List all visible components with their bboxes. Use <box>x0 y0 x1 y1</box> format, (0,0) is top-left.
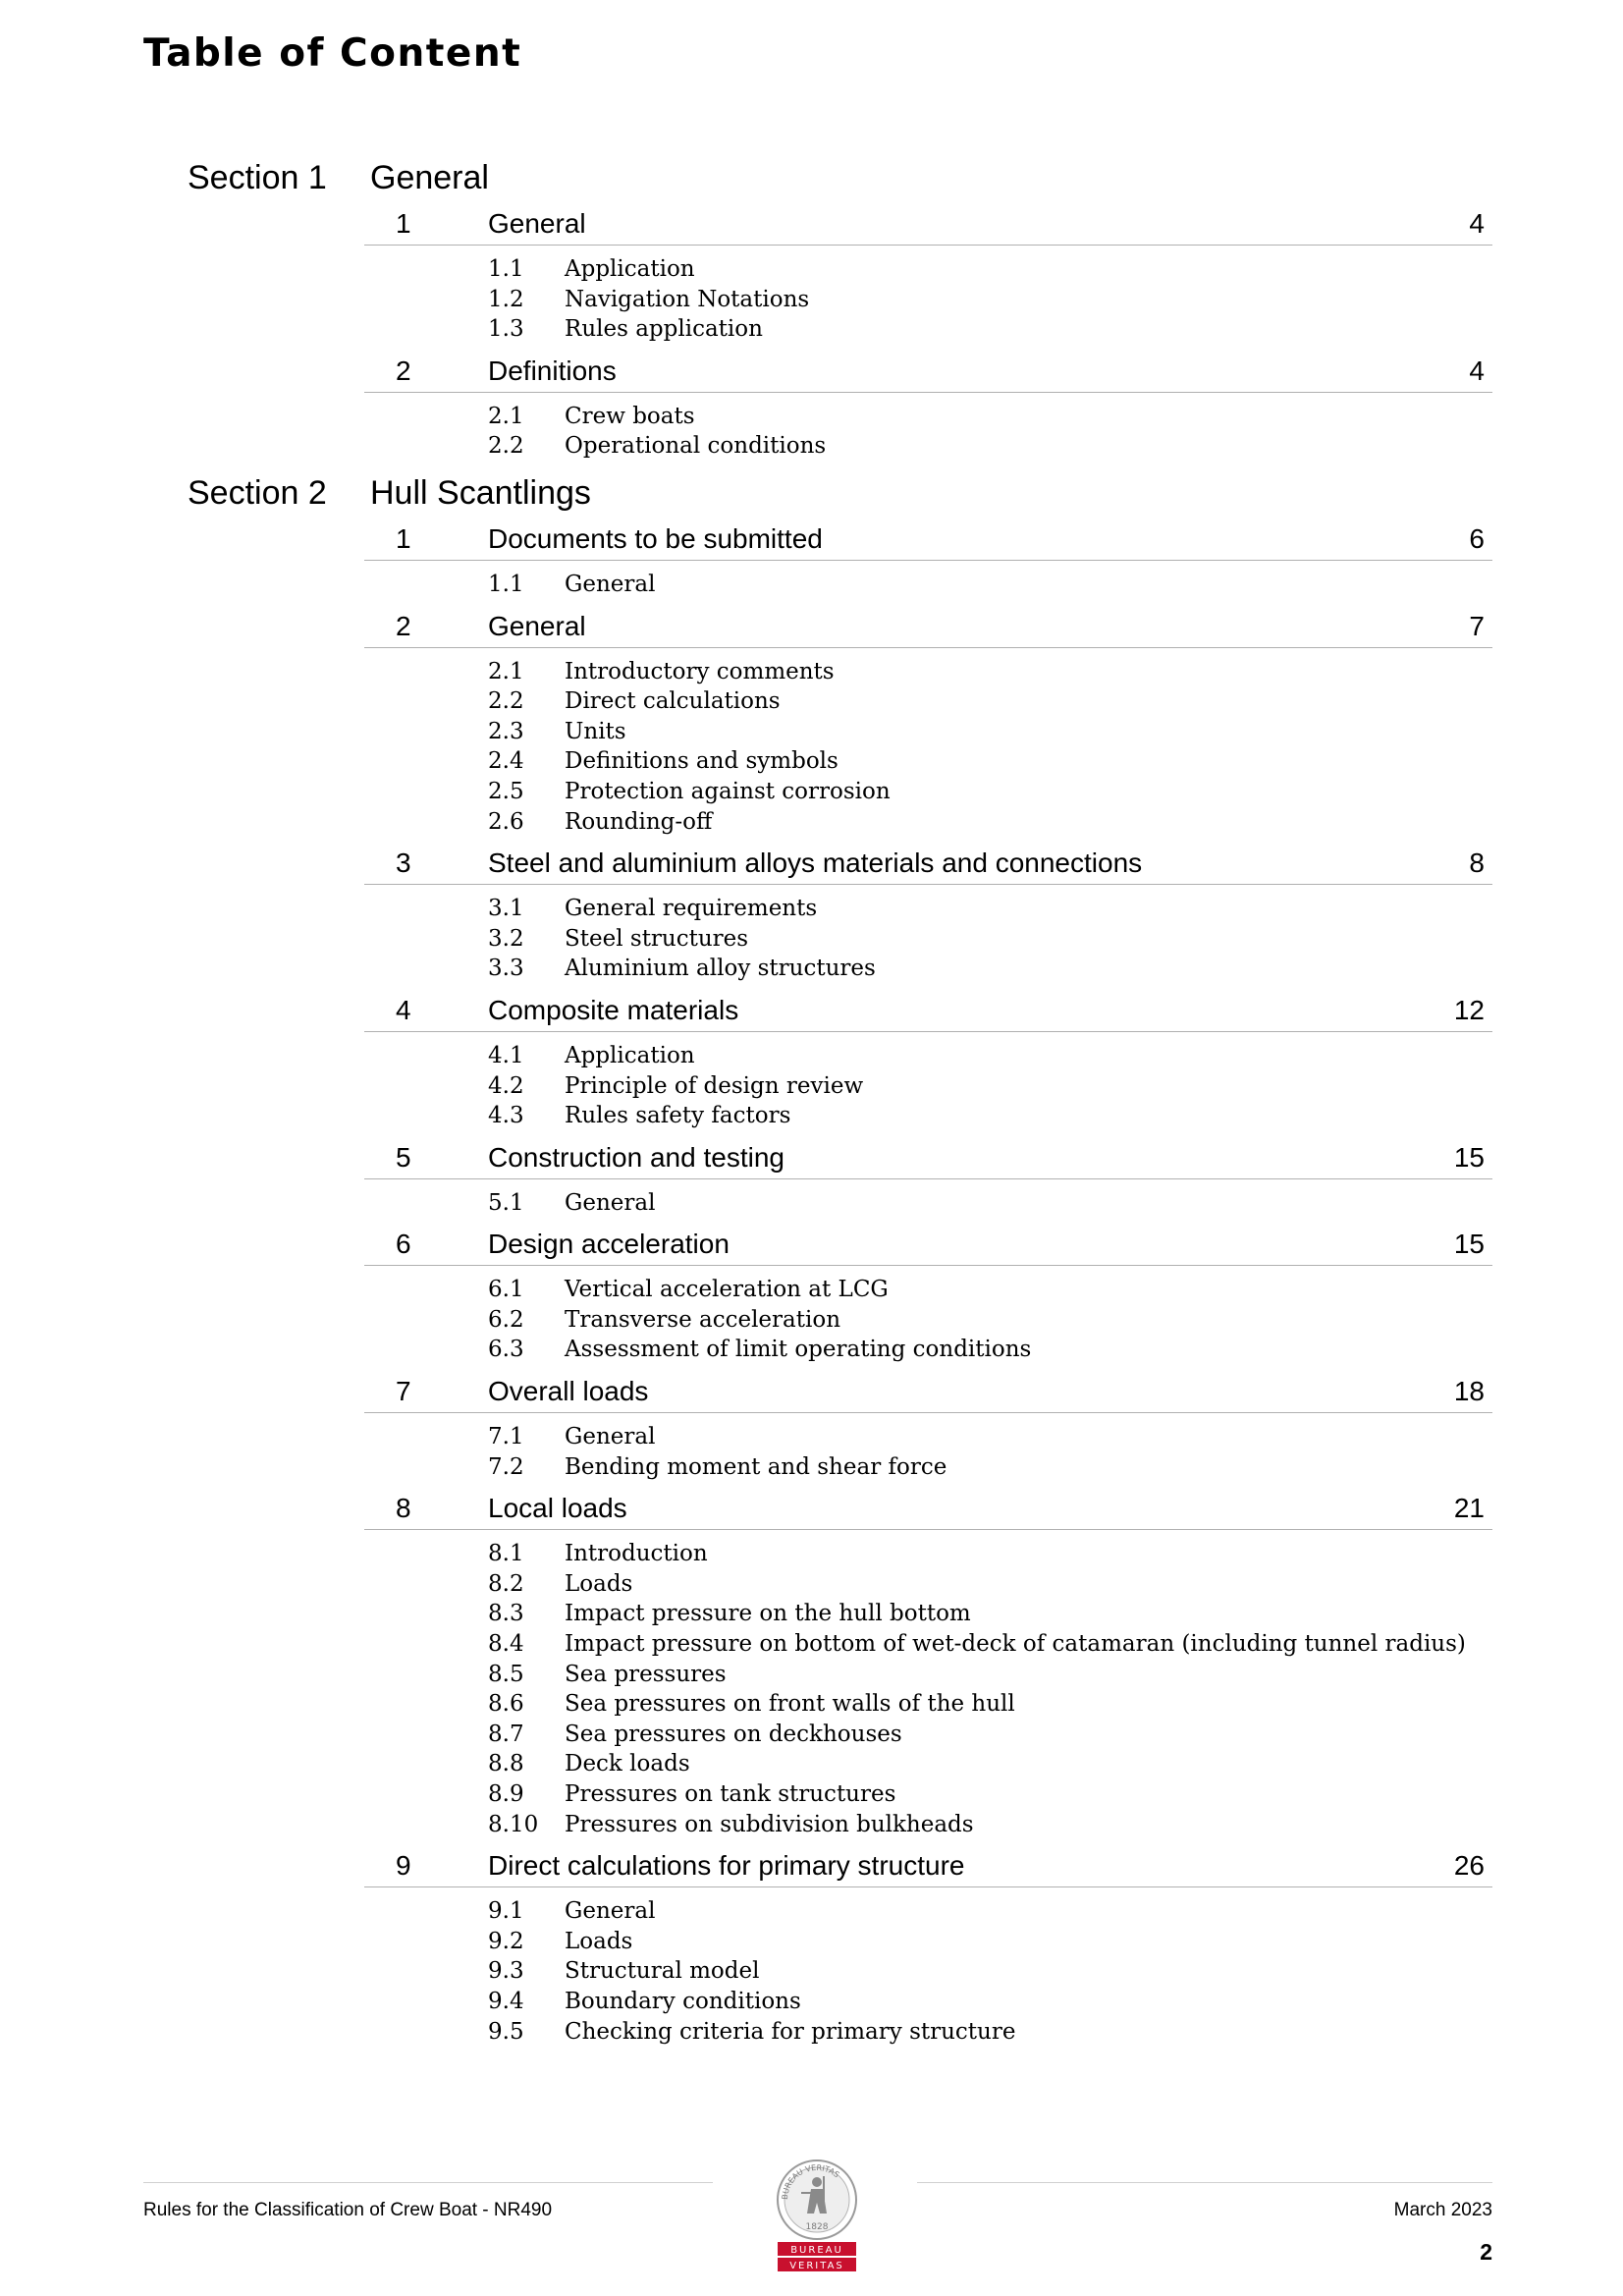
subsection-title: Aluminium alloy structures <box>565 956 876 982</box>
subsection-item <box>488 746 1623 777</box>
subsection-item <box>488 1275 1623 1305</box>
logo-word-veritas: VERITAS <box>789 2261 844 2271</box>
subsection-number: 2.2 <box>488 688 524 715</box>
subsection-title: Impact pressure on the hull bottom <box>565 1601 971 1627</box>
subsection-title: General <box>565 1424 656 1450</box>
chapter-number: 1 <box>396 208 411 239</box>
subsection-number: 4.3 <box>488 1103 524 1129</box>
subsection-list <box>488 1413 1623 1485</box>
subsection-title: Deck loads <box>565 1751 690 1777</box>
subsection-number: 1.1 <box>488 256 524 282</box>
subsection-number: 3.2 <box>488 925 524 952</box>
subsection-item <box>488 1779 1623 1810</box>
subsection-number: 8.1 <box>488 1541 524 1567</box>
subsection-item <box>488 431 1623 462</box>
subsection-item <box>488 1041 1623 1071</box>
subsection-number: 5.1 <box>488 1189 524 1216</box>
subsection-number: 1.1 <box>488 571 524 597</box>
subsection-item <box>488 924 1623 955</box>
subsection-item <box>488 1956 1623 1987</box>
chapter-number: 7 <box>396 1376 411 1407</box>
subsection-number: 2.1 <box>488 658 524 684</box>
subsection-item <box>488 1539 1623 1569</box>
subsection-item <box>488 894 1623 924</box>
chapter-title: General <box>488 610 586 641</box>
subsection-number: 8.7 <box>488 1721 524 1747</box>
subsection-number: 8.10 <box>488 1811 539 1837</box>
subsection-item <box>488 717 1623 747</box>
subsection-item <box>488 1896 1623 1927</box>
chapter-row <box>364 516 1492 561</box>
chapter-title: Construction and testing <box>488 1141 784 1173</box>
chapter-page-number: 4 <box>1469 208 1485 239</box>
subsection-list <box>488 561 1623 603</box>
subsection-number: 6.3 <box>488 1337 524 1363</box>
section-label: Section 2 <box>188 473 327 512</box>
logo-year: 1828 <box>805 2222 829 2232</box>
subsection-number: 7.2 <box>488 1453 524 1480</box>
subsection-title: Application <box>565 256 695 282</box>
subsection-number: 8.9 <box>488 1781 524 1807</box>
footer-divider-left <box>143 2182 713 2183</box>
subsection-title: Loads <box>565 1928 633 1954</box>
chapter-title: Documents to be submitted <box>488 522 823 554</box>
subsection-list <box>488 648 1623 841</box>
subsection-title: Rounding-off <box>565 808 713 835</box>
subsection-item <box>488 1071 1623 1102</box>
subsection-number: 3.1 <box>488 896 524 922</box>
chapter-row <box>364 1368 1492 1413</box>
section-label: Section 1 <box>188 159 327 196</box>
subsection-title: Bending moment and shear force <box>565 1453 947 1480</box>
subsection-title: Introduction <box>565 1541 708 1567</box>
subsection-number: 2.3 <box>488 718 524 744</box>
chapter-page-number: 18 <box>1453 1376 1485 1407</box>
subsection-title: Definitions and symbols <box>565 748 839 775</box>
chapter-title: Composite materials <box>488 994 739 1025</box>
subsection-item <box>488 807 1623 838</box>
subsection-number: 9.4 <box>488 1988 524 2014</box>
subsection-number: 7.1 <box>488 1424 524 1450</box>
subsection-title: Transverse acceleration <box>565 1306 841 1333</box>
chapter-title: Local loads <box>488 1493 627 1524</box>
subsection-item <box>488 1599 1623 1629</box>
subsection-number: 8.3 <box>488 1601 524 1627</box>
subsection-title: General <box>565 571 656 597</box>
subsection-list <box>488 393 1623 465</box>
subsection-item <box>488 1629 1623 1660</box>
chapter-page-number: 15 <box>1453 1229 1485 1260</box>
page-title: Table of Content <box>143 31 522 76</box>
subsection-title: Introductory comments <box>565 658 835 684</box>
subsection-item <box>488 402 1623 432</box>
chapter-row <box>364 1842 1492 1887</box>
chapter-title: Steel and aluminium alloys materials and connections <box>488 847 1143 879</box>
section-heading <box>0 465 1623 516</box>
subsection-number: 2.5 <box>488 778 524 804</box>
section-title: General <box>370 159 489 196</box>
chapter-page-number: 6 <box>1469 522 1485 554</box>
subsection-number: 3.3 <box>488 956 524 982</box>
subsection-item <box>488 570 1623 600</box>
chapter-page-number: 8 <box>1469 847 1485 879</box>
subsection-number: 6.1 <box>488 1277 524 1303</box>
subsection-number: 4.2 <box>488 1072 524 1099</box>
subsection-item <box>488 1188 1623 1219</box>
chapter-row <box>364 200 1492 246</box>
subsection-item <box>488 1569 1623 1600</box>
chapter-number: 2 <box>396 610 411 641</box>
subsection-number: 4.1 <box>488 1042 524 1068</box>
subsection-item <box>488 1335 1623 1365</box>
subsection-title: Boundary conditions <box>565 1988 801 2014</box>
subsection-title: Structural model <box>565 1958 760 1985</box>
chapter-page-number: 21 <box>1453 1493 1485 1524</box>
subsection-item <box>488 254 1623 285</box>
bureau-veritas-logo <box>768 2149 866 2276</box>
table-of-contents <box>0 149 1623 2050</box>
chapter-row <box>364 1134 1492 1179</box>
subsection-title: Sea pressures <box>565 1661 727 1687</box>
footer-date: March 2023 <box>1393 2200 1492 2220</box>
subsection-title: General requirements <box>565 896 818 922</box>
subsection-title: General <box>565 1898 656 1925</box>
subsection-title: Rules application <box>565 316 763 343</box>
chapter-row <box>364 987 1492 1032</box>
subsection-item <box>488 1452 1623 1483</box>
subsection-number: 8.6 <box>488 1691 524 1718</box>
subsection-title: Principle of design review <box>565 1072 864 1099</box>
subsection-item <box>488 1810 1623 1840</box>
page-number: 2 <box>1480 2239 1492 2265</box>
subsection-number: 9.3 <box>488 1958 524 1985</box>
subsection-item <box>488 2017 1623 2048</box>
subsection-item <box>488 1987 1623 2017</box>
subsection-item <box>488 954 1623 984</box>
chapter-number: 2 <box>396 355 411 386</box>
subsection-number: 9.2 <box>488 1928 524 1954</box>
subsection-number: 8.5 <box>488 1661 524 1687</box>
subsection-item <box>488 1305 1623 1336</box>
logo-word-bureau: BUREAU <box>790 2245 843 2256</box>
chapter-row <box>364 1485 1492 1530</box>
chapter-number: 8 <box>396 1493 411 1524</box>
subsection-list <box>488 1032 1623 1134</box>
subsection-title: Operational conditions <box>565 433 827 460</box>
subsection-item <box>488 285 1623 315</box>
subsection-list <box>488 1266 1623 1368</box>
subsection-number: 2.2 <box>488 433 524 460</box>
subsection-title: Sea pressures on front walls of the hull <box>565 1691 1015 1718</box>
chapter-row <box>364 1221 1492 1266</box>
chapter-row <box>364 603 1492 648</box>
subsection-title: General <box>565 1189 656 1216</box>
subsection-title: Rules safety factors <box>565 1103 791 1129</box>
chapter-number: 5 <box>396 1141 411 1173</box>
subsection-item <box>488 1422 1623 1452</box>
subsection-item <box>488 777 1623 807</box>
subsection-title: Crew boats <box>565 403 695 429</box>
subsection-title: Checking criteria for primary structure <box>565 2018 1016 2045</box>
subsection-title: Impact pressure on bottom of wet-deck of catamaran (including tunnel radius) <box>565 1631 1466 1658</box>
subsection-title: Application <box>565 1042 695 1068</box>
subsection-item <box>488 1101 1623 1131</box>
chapter-page-number: 12 <box>1453 994 1485 1025</box>
chapter-page-number: 4 <box>1469 355 1485 386</box>
chapter-page-number: 7 <box>1469 610 1485 641</box>
subsection-item <box>488 314 1623 345</box>
subsection-title: Pressures on tank structures <box>565 1781 896 1807</box>
subsection-list <box>488 1179 1623 1222</box>
chapter-number: 6 <box>396 1229 411 1260</box>
subsection-number: 1.2 <box>488 286 524 312</box>
chapter-page-number: 26 <box>1453 1850 1485 1882</box>
subsection-number: 8.4 <box>488 1631 524 1658</box>
subsection-item <box>488 1660 1623 1690</box>
subsection-item <box>488 1689 1623 1720</box>
subsection-item <box>488 686 1623 717</box>
chapter-number: 1 <box>396 522 411 554</box>
subsection-item <box>488 1927 1623 1957</box>
subsection-title: Steel structures <box>565 925 749 952</box>
subsection-list <box>488 1530 1623 1842</box>
chapter-number: 9 <box>396 1850 411 1882</box>
section-title: Hull Scantlings <box>370 473 591 512</box>
chapter-title: Overall loads <box>488 1376 649 1407</box>
subsection-list <box>488 885 1623 987</box>
subsection-number: 2.6 <box>488 808 524 835</box>
chapter-number: 3 <box>396 847 411 879</box>
subsection-title: Sea pressures on deckhouses <box>565 1721 902 1747</box>
subsection-number: 8.8 <box>488 1751 524 1777</box>
subsection-title: Protection against corrosion <box>565 778 891 804</box>
subsection-number: 2.4 <box>488 748 524 775</box>
chapter-page-number: 15 <box>1453 1141 1485 1173</box>
subsection-number: 8.2 <box>488 1570 524 1597</box>
footer-divider-right <box>917 2182 1492 2183</box>
subsection-number: 2.1 <box>488 403 524 429</box>
subsection-title: Navigation Notations <box>565 286 810 312</box>
subsection-item <box>488 1749 1623 1779</box>
chapter-row <box>364 348 1492 393</box>
chapter-title: Definitions <box>488 355 617 386</box>
subsection-item <box>488 1720 1623 1750</box>
chapter-number: 4 <box>396 994 411 1025</box>
subsection-title: Assessment of limit operating conditions <box>565 1337 1032 1363</box>
chapter-title: Design acceleration <box>488 1229 730 1260</box>
chapter-title: Direct calculations for primary structure <box>488 1850 965 1882</box>
chapter-title: General <box>488 208 586 239</box>
section-heading <box>0 149 1623 200</box>
subsection-title: Loads <box>565 1570 633 1597</box>
subsection-number: 6.2 <box>488 1306 524 1333</box>
footer-document-title: Rules for the Classification of Crew Boat - NR490 <box>143 2200 553 2220</box>
subsection-number: 1.3 <box>488 316 524 343</box>
subsection-list <box>488 246 1623 348</box>
subsection-number: 9.1 <box>488 1898 524 1925</box>
logo-ring-text: BUREAU VERITAS <box>780 2162 841 2201</box>
subsection-list <box>488 1887 1623 2050</box>
subsection-title: Units <box>565 718 626 744</box>
subsection-title: Pressures on subdivision bulkheads <box>565 1811 974 1837</box>
subsection-title: Direct calculations <box>565 688 781 715</box>
chapter-row <box>364 840 1492 885</box>
subsection-item <box>488 657 1623 687</box>
subsection-number: 9.5 <box>488 2018 524 2045</box>
subsection-title: Vertical acceleration at LCG <box>565 1277 889 1303</box>
